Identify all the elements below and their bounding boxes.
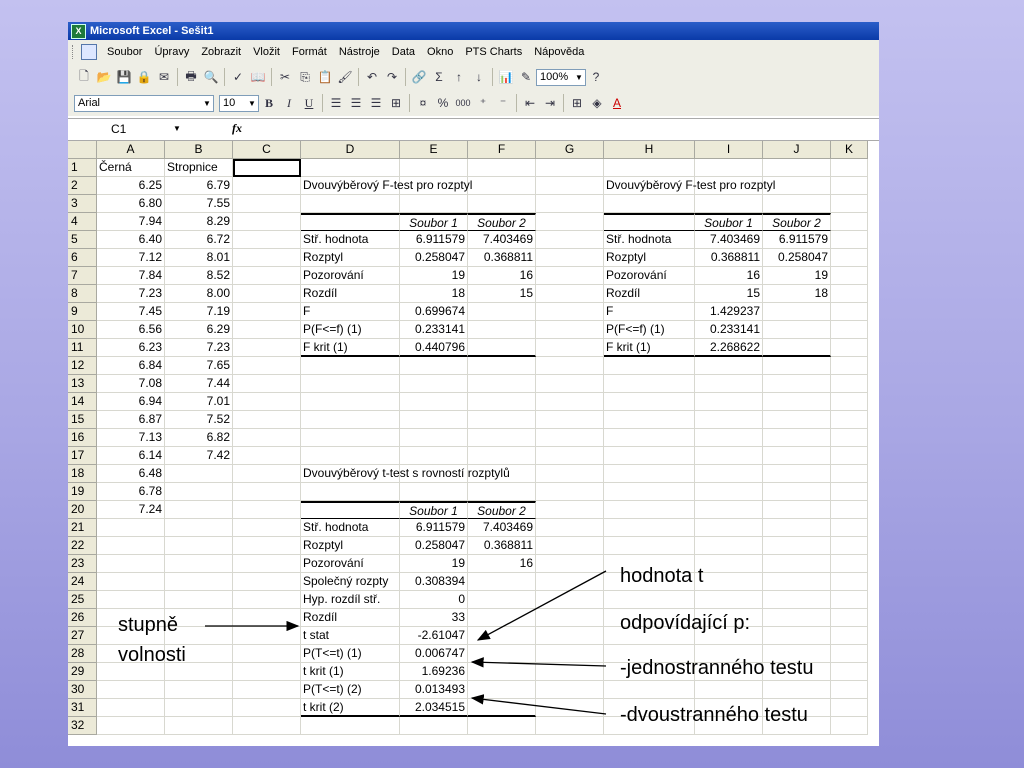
cell-value[interactable]: 15	[468, 285, 536, 303]
cell-value[interactable]: Černá	[97, 159, 165, 177]
cell-value[interactable]: P(F<=f) (1)	[604, 321, 695, 339]
cell-value[interactable]: 15	[695, 285, 763, 303]
cell-value[interactable]: 6.56	[97, 321, 165, 339]
cell-value[interactable]: Rozptyl	[301, 249, 400, 267]
cell-value[interactable]: 0.006747	[400, 645, 468, 663]
annotation-jednostranneho: -jednostranného testu	[620, 657, 814, 679]
cell-value[interactable]: 6.911579	[400, 519, 468, 537]
sort-descending-icon[interactable]: ↓	[476, 70, 482, 84]
cell-value[interactable]: 7.403469	[468, 519, 536, 537]
cell-value[interactable]: 6.911579	[763, 231, 831, 249]
percent-button[interactable]: %	[437, 96, 449, 110]
menu-soubor[interactable]: Soubor	[107, 46, 143, 58]
cell-value[interactable]: 6.78	[97, 483, 165, 501]
cell-value[interactable]: 19	[763, 267, 831, 285]
row-header[interactable]: 2	[68, 177, 97, 195]
row-header[interactable]: 15	[68, 411, 97, 429]
cell-value[interactable]: F	[301, 303, 400, 321]
cell-value[interactable]: 6.82	[165, 429, 233, 447]
cell-value[interactable]: 0.699674	[400, 303, 468, 321]
cell-value[interactable]: 7.23	[165, 339, 233, 357]
cell-value[interactable]: 6.23	[97, 339, 165, 357]
row-header[interactable]: 9	[68, 303, 97, 321]
cell-value[interactable]: F	[604, 303, 695, 321]
cell-value[interactable]: 16	[695, 267, 763, 285]
undo-icon[interactable]: ↶	[366, 70, 378, 84]
cell-value[interactable]: 19	[400, 267, 468, 285]
cell-value[interactable]: 2.034515	[400, 699, 468, 717]
column-header[interactable]: H	[604, 141, 695, 159]
row-header[interactable]: 27	[68, 627, 97, 645]
email-icon[interactable]: ✉	[158, 70, 170, 84]
cell-value[interactable]: 0.258047	[763, 249, 831, 267]
annotation-odpovidajici: odpovídající p:	[620, 612, 751, 634]
save-icon[interactable]: 💾	[116, 70, 132, 84]
annotation-stupne: stupně	[118, 614, 179, 636]
fill-color-icon[interactable]: ◈	[592, 96, 602, 110]
cell-value[interactable]: 7.65	[165, 357, 233, 375]
italic-button[interactable]: I	[287, 95, 291, 110]
cell-value[interactable]: Rozdíl	[604, 285, 695, 303]
row-header[interactable]: 10	[68, 321, 97, 339]
annotation-hodnota-t: hodnota t	[620, 565, 704, 587]
row-header[interactable]: 23	[68, 555, 97, 573]
row-header[interactable]: 17	[68, 447, 97, 465]
cell-value[interactable]: 0.233141	[400, 321, 468, 339]
cell-value[interactable]: Soubor 2	[468, 501, 536, 519]
merge-center-icon[interactable]: ⊞	[390, 96, 402, 110]
underline-button[interactable]: U	[304, 95, 314, 110]
align-center-icon[interactable]: ☰	[350, 96, 362, 110]
cell-value[interactable]: 2.268622	[695, 339, 763, 357]
cell-value[interactable]: 7.403469	[695, 231, 763, 249]
cell-value[interactable]: 7.55	[165, 195, 233, 213]
menu-zobrazit[interactable]: Zobrazit	[201, 46, 242, 58]
row-header[interactable]: 25	[68, 591, 97, 609]
zoom-value: 100%	[540, 71, 569, 83]
row-header[interactable]: 19	[68, 483, 97, 501]
cell-value[interactable]: P(T<=t) (2)	[301, 681, 400, 699]
row-header[interactable]: 26	[68, 609, 97, 627]
row-header[interactable]: 22	[68, 537, 97, 555]
autosum-icon[interactable]: Σ	[435, 70, 443, 84]
row-header[interactable]: 4	[68, 213, 97, 231]
print-icon[interactable]: 🖶	[185, 68, 197, 83]
cell-value[interactable]: t krit (1)	[301, 663, 400, 681]
cell-value[interactable]: Pozorování	[301, 267, 400, 285]
cell-value[interactable]: Rozdíl	[301, 285, 400, 303]
cell-value[interactable]: Stř. hodnota	[604, 231, 695, 249]
column-header[interactable]: E	[400, 141, 468, 159]
row-header[interactable]: 28	[68, 645, 97, 663]
chevron-down-icon[interactable]: ▼	[173, 124, 181, 133]
currency-icon[interactable]: ¤	[419, 96, 427, 110]
table-title: Dvouvýběrový F-test pro rozptyl	[606, 178, 776, 192]
row-header[interactable]: 32	[68, 717, 97, 735]
cell-value[interactable]: F krit (1)	[301, 339, 400, 357]
cell-value[interactable]: 0.233141	[695, 321, 763, 339]
column-header[interactable]: K	[831, 141, 868, 159]
cell-value[interactable]: Soubor 1	[400, 501, 468, 519]
cell-value[interactable]: 8.52	[165, 267, 233, 285]
cell-value[interactable]: 0.368811	[468, 249, 536, 267]
decrease-decimal-icon[interactable]: ⁻	[499, 96, 507, 110]
cell-value[interactable]: 1.69236	[400, 663, 468, 681]
table-title: Dvouvýběrový t-test s rovností rozptylů	[303, 466, 510, 480]
cell-value[interactable]: Soubor 1	[400, 213, 468, 231]
cell-value[interactable]: 7.08	[97, 375, 165, 393]
row-header[interactable]: 20	[68, 501, 97, 519]
row-header[interactable]: 21	[68, 519, 97, 537]
cell-value[interactable]: 0.258047	[400, 537, 468, 555]
arrow-t-stat	[478, 571, 606, 640]
chart-wizard-icon[interactable]: 📊	[498, 70, 514, 84]
menu-nastroje[interactable]: Nástroje	[338, 46, 380, 58]
cell-value[interactable]: 6.80	[97, 195, 165, 213]
row-header[interactable]: 13	[68, 375, 97, 393]
row-header[interactable]: 6	[68, 249, 97, 267]
excel-logo-icon: X	[71, 24, 86, 39]
annotation-dvoustranneho: -dvoustranného testu	[620, 704, 808, 726]
new-icon[interactable]: 🗋	[79, 68, 89, 83]
menu-format[interactable]: Formát	[291, 46, 327, 58]
cell-value[interactable]: 7.24	[97, 501, 165, 519]
cell-value[interactable]: 6.14	[97, 447, 165, 465]
cell-value[interactable]: 0.013493	[400, 681, 468, 699]
column-header[interactable]: G	[536, 141, 604, 159]
column-header[interactable]: C	[233, 141, 301, 159]
cell-value[interactable]: Stř. hodnota	[301, 519, 400, 537]
increase-indent-icon[interactable]: ⇥	[544, 96, 556, 110]
thousands-button[interactable]: 000	[455, 98, 471, 108]
increase-decimal-icon[interactable]: ⁺	[479, 96, 487, 110]
row-header[interactable]: 31	[68, 699, 97, 717]
bold-button[interactable]: B	[264, 95, 273, 110]
hyperlink-icon[interactable]: 🔗	[411, 70, 427, 84]
cell-value[interactable]: 7.23	[97, 285, 165, 303]
cell-value[interactable]: t stat	[301, 627, 400, 645]
cell-value[interactable]: 18	[400, 285, 468, 303]
row-header[interactable]: 11	[68, 339, 97, 357]
open-icon[interactable]: 📂	[96, 70, 112, 84]
cell-value[interactable]: -2.61047	[400, 627, 468, 645]
align-left-icon[interactable]: ☰	[330, 96, 342, 110]
row-header[interactable]: 30	[68, 681, 97, 699]
cell-value[interactable]: 7.45	[97, 303, 165, 321]
paste-icon[interactable]: 📋	[317, 70, 333, 84]
cell-value[interactable]: 7.44	[165, 375, 233, 393]
cell-value[interactable]: 8.01	[165, 249, 233, 267]
cell-value[interactable]: 16	[468, 267, 536, 285]
font-color-icon[interactable]: A	[612, 96, 621, 110]
cell-value[interactable]: Rozptyl	[604, 249, 695, 267]
row-header[interactable]: 3	[68, 195, 97, 213]
cell-value[interactable]: Společný rozpty	[301, 573, 400, 591]
cell-value[interactable]: Pozorování	[301, 555, 400, 573]
menu-pts-charts[interactable]: PTS Charts	[465, 46, 523, 58]
row-header[interactable]: 16	[68, 429, 97, 447]
spelling-icon[interactable]: ✓	[232, 70, 244, 84]
cell-value[interactable]: Hyp. rozdíl stř.	[301, 591, 400, 609]
cell-value[interactable]: 18	[763, 285, 831, 303]
table-title: Dvouvýběrový F-test pro rozptyl	[303, 178, 473, 192]
cell-value[interactable]: t krit (2)	[301, 699, 400, 717]
cell-value[interactable]: 7.19	[165, 303, 233, 321]
align-right-icon[interactable]: ☰	[370, 96, 382, 110]
row-header[interactable]: 12	[68, 357, 97, 375]
cell-value[interactable]: 0	[400, 591, 468, 609]
cell-value[interactable]: 0.258047	[400, 249, 468, 267]
cell-value[interactable]: 7.12	[97, 249, 165, 267]
redo-icon[interactable]: ↷	[386, 70, 398, 84]
cell-value[interactable]: 7.84	[97, 267, 165, 285]
row-header[interactable]: 8	[68, 285, 97, 303]
column-header[interactable]: B	[165, 141, 233, 159]
font-name-value: Arial	[78, 97, 101, 109]
cell-value[interactable]: Soubor 2	[763, 213, 831, 231]
annotation-volnosti: volnosti	[118, 644, 186, 666]
cell-value[interactable]: Stropnice	[165, 159, 233, 177]
cell-value[interactable]: 6.48	[97, 465, 165, 483]
cell-value[interactable]: F krit (1)	[604, 339, 695, 357]
cell-value[interactable]: 6.25	[97, 177, 165, 195]
cell-value[interactable]: 7.01	[165, 393, 233, 411]
menu-data[interactable]: Data	[391, 46, 416, 58]
column-header[interactable]: I	[695, 141, 763, 159]
decrease-indent-icon[interactable]: ⇤	[524, 96, 536, 110]
column-header[interactable]: J	[763, 141, 831, 159]
cut-icon[interactable]: ✂	[279, 70, 291, 84]
chevron-down-icon[interactable]: ▼	[575, 72, 583, 82]
cell-value[interactable]: 8.29	[165, 213, 233, 231]
cell-value[interactable]: 33	[400, 609, 468, 627]
name-box-value: C1	[111, 121, 127, 136]
cell-value[interactable]: Rozptyl	[301, 537, 400, 555]
cell-value[interactable]: 0.308394	[400, 573, 468, 591]
cell-value[interactable]: 7.94	[97, 213, 165, 231]
column-header[interactable]: D	[301, 141, 400, 159]
help-icon[interactable]: ?	[592, 70, 600, 84]
chevron-down-icon[interactable]: ▼	[248, 98, 256, 108]
research-icon[interactable]: 📖	[250, 70, 266, 84]
cell-value[interactable]: 0.440796	[400, 339, 468, 357]
cell-value[interactable]: P(T<=t) (1)	[301, 645, 400, 663]
cell-value[interactable]: 6.87	[97, 411, 165, 429]
cell-value[interactable]: 0.368811	[695, 249, 763, 267]
menu-upravy[interactable]: Úpravy	[154, 46, 190, 58]
row-header[interactable]: 14	[68, 393, 97, 411]
cell-value[interactable]: 6.29	[165, 321, 233, 339]
cell-value[interactable]: 7.403469	[468, 231, 536, 249]
menu-okno[interactable]: Okno	[427, 46, 454, 58]
cell-value[interactable]: 6.94	[97, 393, 165, 411]
arrow-two-tailed-p	[472, 698, 606, 714]
row-header[interactable]: 29	[68, 663, 97, 681]
window-title: Microsoft Excel - Sešit1	[90, 25, 214, 37]
font-size-value: 10	[223, 97, 236, 109]
column-header[interactable]: F	[468, 141, 536, 159]
cell-value[interactable]: 6.84	[97, 357, 165, 375]
cell-value[interactable]: 7.52	[165, 411, 233, 429]
cell-value[interactable]: 6.79	[165, 177, 233, 195]
function-icon[interactable]: fx	[232, 121, 242, 135]
permission-icon[interactable]: 🔒	[136, 70, 152, 84]
column-header[interactable]: A	[97, 141, 165, 159]
cell-value[interactable]: P(F<=f) (1)	[301, 321, 400, 339]
chevron-down-icon[interactable]: ▼	[203, 98, 211, 108]
cell-value[interactable]: Rozdíl	[301, 609, 400, 627]
cell-value[interactable]: 7.42	[165, 447, 233, 465]
cell-value[interactable]: 6.72	[165, 231, 233, 249]
row-header[interactable]: 24	[68, 573, 97, 591]
cell-value[interactable]: 16	[468, 555, 536, 573]
borders-icon[interactable]: ⊞	[571, 96, 583, 110]
row-header[interactable]: 1	[68, 159, 97, 177]
drawing-icon[interactable]: ✎	[520, 70, 532, 84]
arrow-one-tailed-p	[472, 662, 606, 666]
cell-value[interactable]: Soubor 2	[468, 213, 536, 231]
row-header[interactable]: 5	[68, 231, 97, 249]
cell-value[interactable]: 8.00	[165, 285, 233, 303]
cell-value[interactable]: Stř. hodnota	[301, 231, 400, 249]
row-header[interactable]: 18	[68, 465, 97, 483]
row-header[interactable]: 7	[68, 267, 97, 285]
cell-value[interactable]: 6.40	[97, 231, 165, 249]
cell-value[interactable]: Soubor 1	[695, 213, 763, 231]
menu-napoveda[interactable]: Nápověda	[534, 46, 585, 58]
cell-value[interactable]: Pozorování	[604, 267, 695, 285]
cell-value[interactable]: 1.429237	[695, 303, 763, 321]
copy-icon[interactable]: ⎘	[300, 69, 310, 84]
cell-value[interactable]: 7.13	[97, 429, 165, 447]
menu-vlozit[interactable]: Vložit	[253, 46, 280, 58]
sort-ascending-icon[interactable]: ↑	[456, 70, 462, 84]
print-preview-icon[interactable]: 🔍	[203, 70, 219, 84]
cell-value[interactable]: 19	[400, 555, 468, 573]
cell-value[interactable]: 6.911579	[400, 231, 468, 249]
format-painter-icon[interactable]: 🖌	[337, 70, 353, 84]
cell-value[interactable]: 0.368811	[468, 537, 536, 555]
